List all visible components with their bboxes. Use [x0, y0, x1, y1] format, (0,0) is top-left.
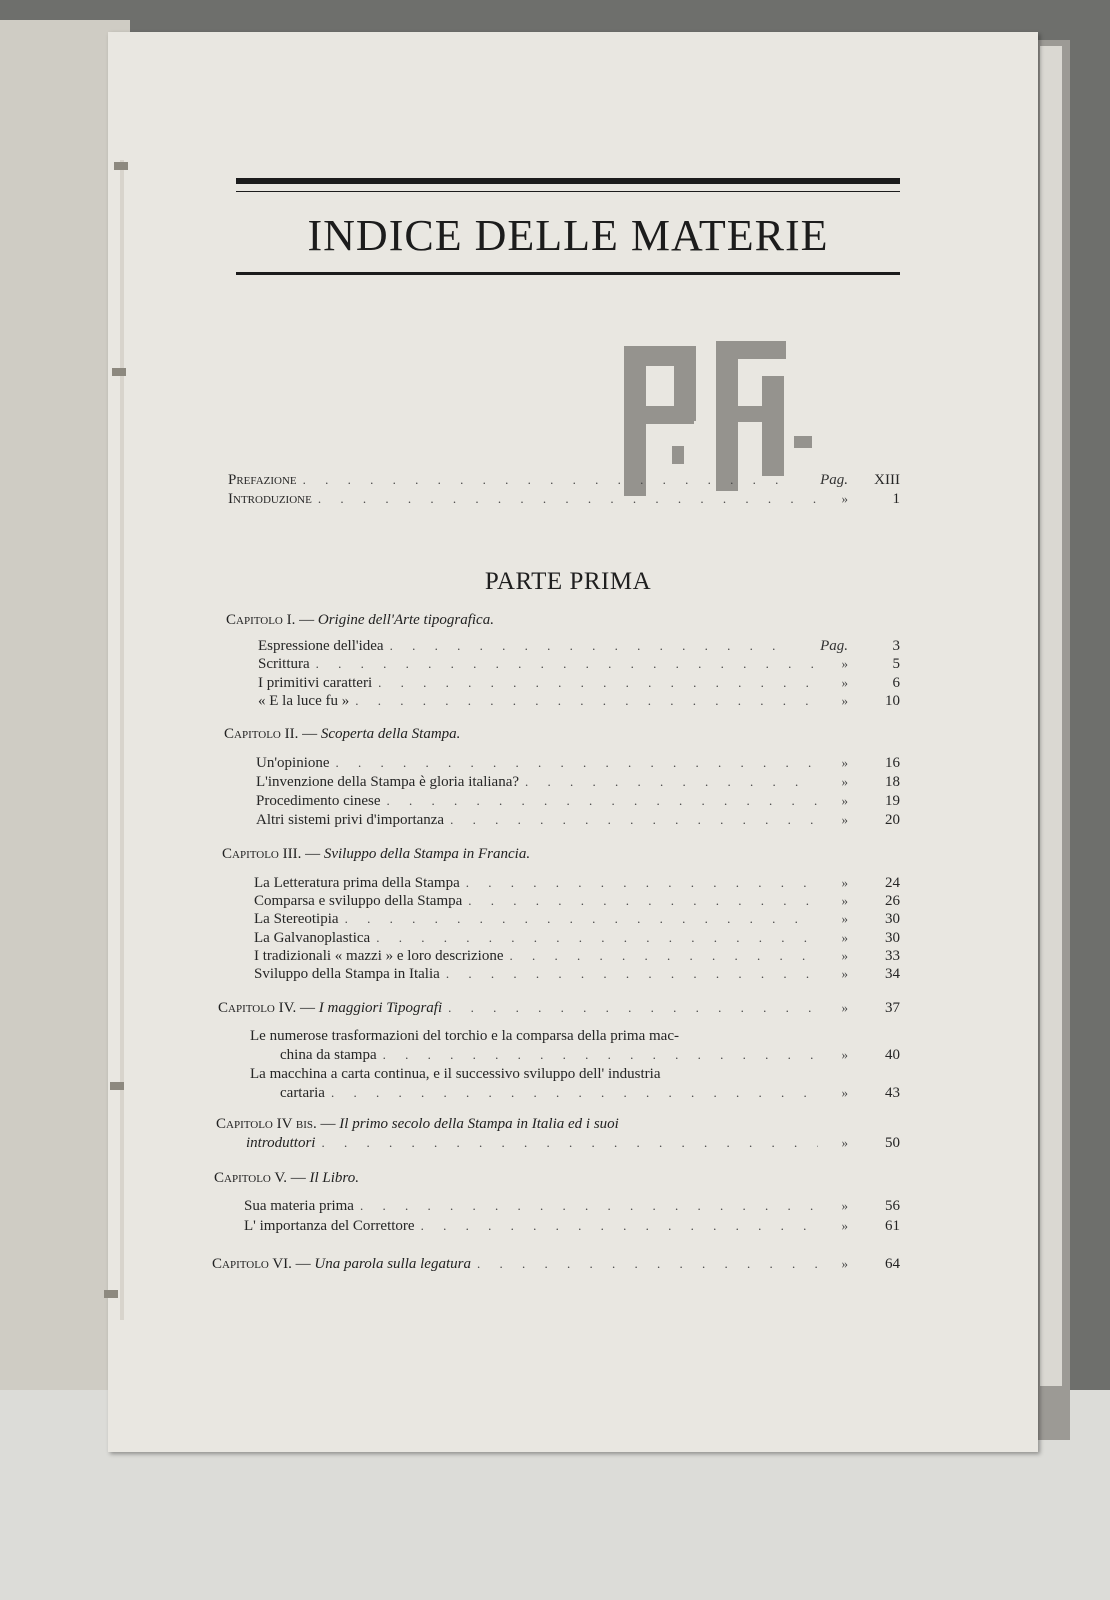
page-number: 1 [892, 491, 900, 507]
page-number: 56 [885, 1198, 900, 1214]
page-number: 5 [892, 656, 900, 672]
toc-entry [256, 755, 900, 772]
dot-leader [321, 1135, 818, 1151]
page-mark: Pag. [820, 472, 848, 488]
chapter-heading [218, 1000, 900, 1017]
entry-label: La Letteratura prima della Stampa [254, 875, 460, 891]
toc-entry [280, 1047, 900, 1064]
page-number: 64 [885, 1256, 900, 1272]
page-number: 30 [885, 911, 900, 927]
page-mark: » [841, 1135, 848, 1150]
chapter-number: Capitolo VI. [212, 1256, 292, 1272]
chapter-dash: — [291, 1256, 315, 1272]
chapter-title: I maggiori Tipografi [318, 1000, 443, 1016]
entry-label: Un'opinione [256, 755, 330, 771]
page-mark: » [841, 675, 848, 690]
chapter-heading [212, 1256, 900, 1273]
page-number: 6 [892, 675, 900, 691]
page-title: INDICE DELLE MATERIE [307, 211, 829, 260]
toc-entry [258, 638, 900, 655]
dot-leader [387, 793, 818, 809]
toc-entry [254, 948, 900, 965]
page-mark: » [841, 1256, 848, 1271]
entry-label: Scrittura [258, 656, 310, 672]
toc-entry [258, 675, 900, 692]
toc-entry [254, 875, 900, 892]
page-number: 19 [885, 793, 900, 809]
dot-leader [345, 911, 818, 927]
page-mark: » [841, 948, 848, 963]
entry-label: Comparsa e sviluppo della Stampa [254, 893, 463, 909]
chapter-title-continued: introduttori [246, 1135, 316, 1151]
toc-front-entry [228, 491, 900, 508]
chapter-dash: — [316, 1116, 340, 1132]
chapter-heading-text [224, 726, 460, 743]
page-number: 43 [885, 1085, 900, 1101]
chapter-heading-text [226, 612, 494, 629]
page-number: XIII [874, 472, 900, 488]
dot-leader [360, 1198, 818, 1214]
entry-label: I primitivi caratteri [258, 675, 373, 691]
page-number: 37 [885, 1000, 900, 1016]
chapter-title: Sviluppo della Stampa in Francia. [323, 846, 531, 862]
toc-entry [244, 1198, 900, 1215]
chapter-number: Capitolo IV bis. [216, 1116, 317, 1132]
entry-label: Sua materia prima [244, 1198, 354, 1214]
toc-entry [244, 1218, 900, 1235]
chapter-dash: — [296, 1000, 319, 1016]
dot-leader [450, 812, 818, 828]
dot-leader [446, 966, 818, 982]
title-rule-top-thin [236, 191, 900, 192]
entry-label: I tradizionali « mazzi » e loro descrizione [254, 948, 504, 964]
page-mark: » [841, 875, 848, 890]
chapter-dash: — [301, 846, 324, 862]
page-mark: » [841, 793, 848, 808]
title-rule-top-thick [236, 178, 900, 184]
chapter-heading-text [212, 1256, 471, 1273]
chapter-dash: — [298, 726, 321, 742]
chapter-title: Il primo secolo della Stampa in Italia ed i suoi [339, 1116, 619, 1132]
dot-leader [448, 1000, 818, 1016]
stitch [104, 1290, 118, 1298]
stitch [112, 368, 126, 376]
entry-label: Le numerose trasformazioni del torchio e la comparsa della prima mac- [250, 1028, 679, 1044]
dot-leader [318, 491, 818, 507]
toc-entry [254, 911, 900, 928]
dot-leader [331, 1085, 818, 1101]
entry-label: La Stereotipia [254, 911, 339, 927]
dot-leader [509, 948, 818, 964]
chapter-heading-continued [246, 1135, 900, 1152]
toc-entry [258, 693, 900, 710]
page-number: 40 [885, 1047, 900, 1063]
entry-label: cartaria [280, 1085, 325, 1101]
stitch [114, 162, 128, 170]
entry-label: Procedimento cinese [256, 793, 381, 809]
chapter-heading [214, 1170, 900, 1187]
chapter-heading [222, 846, 900, 863]
page-mark: » [841, 893, 848, 908]
toc-entry [256, 793, 900, 810]
page-mark: » [841, 755, 848, 770]
page-number: 61 [885, 1218, 900, 1234]
chapter-heading [226, 612, 900, 629]
chapter-title: Il Libro. [309, 1170, 359, 1186]
toc-entry [254, 966, 900, 983]
page-number: 30 [885, 930, 900, 946]
page-mark: » [841, 1218, 848, 1233]
entry-label: La Galvanoplastica [254, 930, 371, 946]
page-mark: » [841, 966, 848, 981]
chapter-number: Capitolo IV. [218, 1000, 297, 1016]
dot-leader [525, 774, 818, 790]
chapter-title: Scoperta della Stampa. [320, 726, 461, 742]
chapter-number: Capitolo III. [222, 846, 302, 862]
toc-entry [280, 1085, 900, 1102]
page-number: 24 [885, 875, 900, 891]
entry-label: Sviluppo della Stampa in Italia [254, 966, 440, 982]
entry-label: china da stampa [280, 1047, 377, 1063]
dot-leader [316, 656, 818, 672]
page-mark: » [841, 774, 848, 789]
entry-label: « E la luce fu » [258, 693, 350, 709]
page-edge-inner [1040, 46, 1062, 1386]
entry-label: Espressione dell'idea [258, 638, 384, 654]
toc-entry [256, 812, 900, 829]
page-mark: » [841, 1085, 848, 1100]
chapter-heading [224, 726, 900, 743]
dot-leader [378, 675, 818, 691]
page-mark: » [841, 812, 848, 827]
entry-label: L'invenzione della Stampa è gloria italiana? [256, 774, 520, 790]
page-mark: » [841, 1000, 848, 1015]
page-mark: Pag. [820, 638, 848, 654]
entry-label: Altri sistemi privi d'importanza [256, 812, 445, 828]
chapter-heading-text [214, 1170, 359, 1187]
dot-leader [390, 638, 788, 654]
page-number: 50 [885, 1135, 900, 1151]
entry-label: Prefazione [228, 472, 297, 488]
dot-leader [303, 472, 788, 488]
chapter-title: Origine dell'Arte tipografica. [317, 612, 494, 628]
chapter-dash: — [295, 612, 318, 628]
page-number: 18 [885, 774, 900, 790]
page-number: 10 [885, 693, 900, 709]
page-number: 3 [892, 638, 900, 654]
page-mark: » [841, 911, 848, 926]
toc-entry [256, 774, 900, 791]
dot-leader [376, 930, 818, 946]
page-mark: » [841, 930, 848, 945]
dot-leader [466, 875, 818, 891]
title-rule-bottom [236, 272, 900, 275]
dot-leader [421, 1218, 818, 1234]
page-number: 26 [885, 893, 900, 909]
binding-thread [120, 160, 124, 1320]
chapter-number: Capitolo V. [214, 1170, 287, 1186]
chapter-heading-text [218, 1000, 442, 1017]
page-mark: » [841, 491, 848, 506]
toc-entry [254, 893, 900, 910]
chapter-heading-text [216, 1116, 619, 1133]
entry-label: La macchina a carta continua, e il successivo sviluppo dell' industria [250, 1066, 661, 1082]
chapter-title: Una parola sulla legatura [314, 1256, 471, 1272]
chapter-number: Capitolo I. [226, 612, 296, 628]
dot-leader [477, 1256, 818, 1272]
toc-front-entry [228, 472, 900, 489]
stitch [110, 1082, 124, 1090]
dot-leader [336, 755, 818, 771]
page-number: 20 [885, 812, 900, 828]
dot-leader [383, 1047, 818, 1063]
page-mark: » [841, 1047, 848, 1062]
part-title: PARTE PRIMA [484, 568, 652, 595]
dot-leader [355, 693, 818, 709]
entry-label: L' importanza del Correttore [244, 1218, 415, 1234]
page-mark: » [841, 693, 848, 708]
page-mark: » [841, 1198, 848, 1213]
chapter-dash: — [287, 1170, 310, 1186]
chapter-number: Capitolo II. [224, 726, 299, 742]
page-number: 16 [885, 755, 900, 771]
chapter-heading [216, 1116, 900, 1133]
page-mark: » [841, 656, 848, 671]
page-number: 34 [885, 966, 900, 982]
chapter-heading-text [222, 846, 530, 863]
toc-entry [254, 930, 900, 947]
toc-entry [258, 656, 900, 673]
dot-leader [468, 893, 818, 909]
entry-label: Introduzione [228, 491, 312, 507]
page-number: 33 [885, 948, 900, 964]
